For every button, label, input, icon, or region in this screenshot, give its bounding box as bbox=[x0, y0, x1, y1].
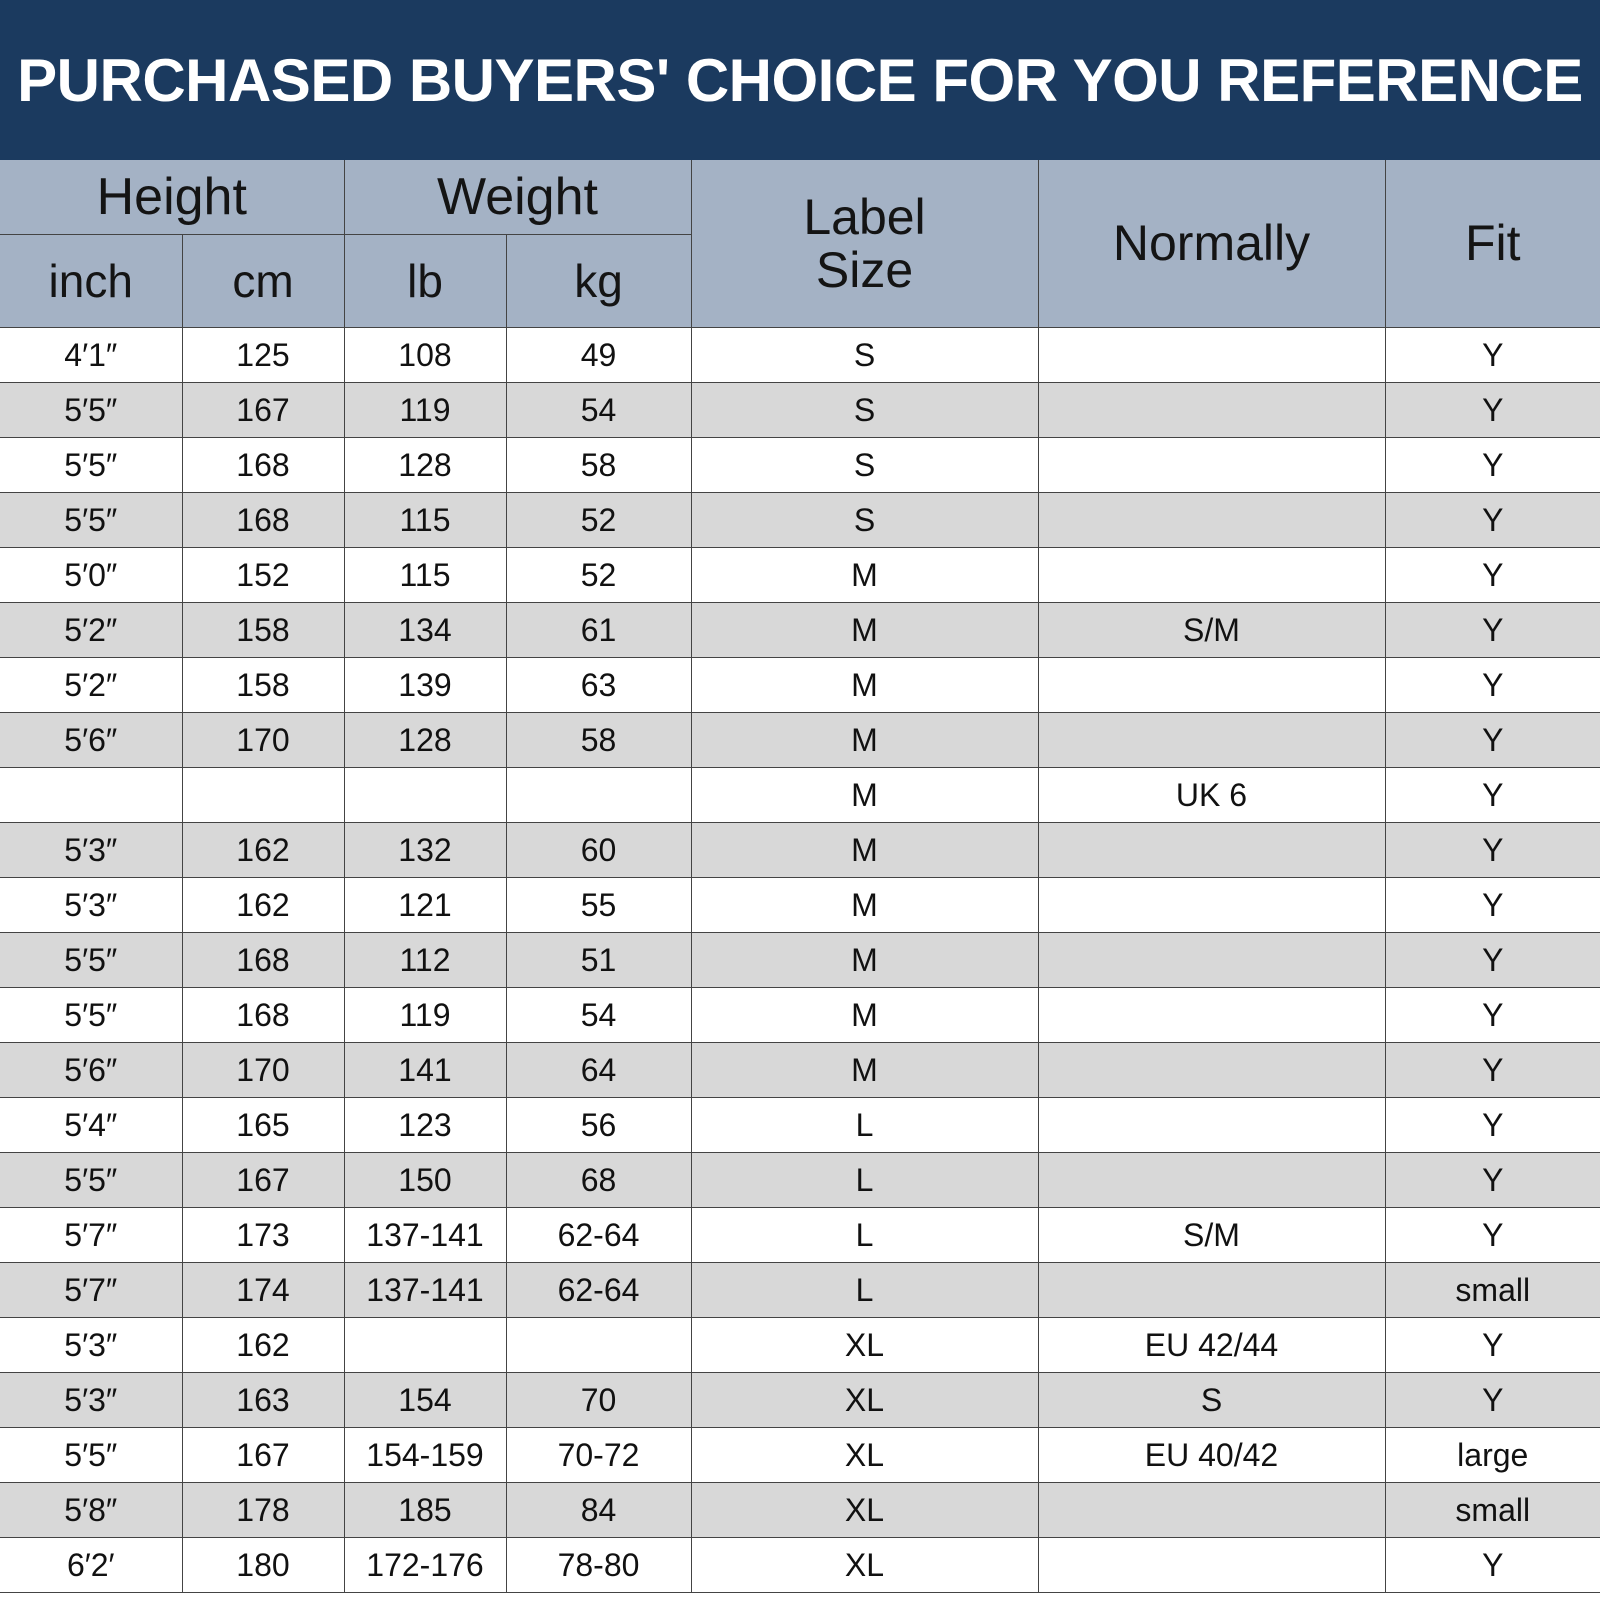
cell-lb: 128 bbox=[344, 438, 506, 493]
cell-label: M bbox=[691, 603, 1038, 658]
table-row bbox=[0, 823, 1600, 878]
cell-fit: Y bbox=[1385, 988, 1600, 1043]
cell-cm: 165 bbox=[182, 1098, 344, 1153]
table-row bbox=[0, 1318, 1600, 1373]
cell-label: M bbox=[691, 658, 1038, 713]
cell-lb: 154-159 bbox=[344, 1428, 506, 1483]
cell-cm: 174 bbox=[182, 1263, 344, 1318]
cell-fit: Y bbox=[1385, 438, 1600, 493]
cell-inch: 6′2′ bbox=[0, 1538, 182, 1593]
cell-normally bbox=[1038, 658, 1385, 713]
cell-cm: 158 bbox=[182, 658, 344, 713]
table-row bbox=[0, 988, 1600, 1043]
cell-normally: EU 40/42 bbox=[1038, 1428, 1385, 1483]
cell-kg: 78-80 bbox=[506, 1538, 691, 1593]
cell-cm: 163 bbox=[182, 1373, 344, 1428]
table-row bbox=[0, 1043, 1600, 1098]
table-row bbox=[0, 1428, 1600, 1483]
cell-label: XL bbox=[691, 1318, 1038, 1373]
cell-label: M bbox=[691, 823, 1038, 878]
size-reference-table bbox=[0, 160, 1600, 1593]
cell-fit: Y bbox=[1385, 713, 1600, 768]
cell-inch: 5′4″ bbox=[0, 1098, 182, 1153]
table-row bbox=[0, 548, 1600, 603]
cell-label: M bbox=[691, 988, 1038, 1043]
cell-inch: 5′5″ bbox=[0, 1153, 182, 1208]
cell-cm: 178 bbox=[182, 1483, 344, 1538]
cell-label: S bbox=[691, 438, 1038, 493]
cell-normally bbox=[1038, 383, 1385, 438]
header-fit: Fit bbox=[1385, 160, 1600, 328]
cell-inch: 5′3″ bbox=[0, 823, 182, 878]
cell-normally: S bbox=[1038, 1373, 1385, 1428]
table-row bbox=[0, 658, 1600, 713]
cell-cm: 168 bbox=[182, 933, 344, 988]
table-row bbox=[0, 493, 1600, 548]
cell-label: M bbox=[691, 548, 1038, 603]
cell-normally bbox=[1038, 713, 1385, 768]
cell-kg: 62-64 bbox=[506, 1208, 691, 1263]
cell-fit: Y bbox=[1385, 1373, 1600, 1428]
table-row bbox=[0, 1208, 1600, 1263]
cell-cm: 170 bbox=[182, 1043, 344, 1098]
cell-kg: 56 bbox=[506, 1098, 691, 1153]
cell-fit: Y bbox=[1385, 658, 1600, 713]
cell-label: XL bbox=[691, 1428, 1038, 1483]
cell-inch: 5′6″ bbox=[0, 713, 182, 768]
cell-label: L bbox=[691, 1208, 1038, 1263]
cell-lb: 137-141 bbox=[344, 1263, 506, 1318]
cell-kg: 64 bbox=[506, 1043, 691, 1098]
header-label-size: Label Size bbox=[691, 160, 1038, 328]
cell-label: M bbox=[691, 878, 1038, 933]
cell-normally bbox=[1038, 1098, 1385, 1153]
table-row bbox=[0, 438, 1600, 493]
cell-cm: 168 bbox=[182, 988, 344, 1043]
cell-label: L bbox=[691, 1098, 1038, 1153]
cell-kg: 52 bbox=[506, 548, 691, 603]
cell-lb: 132 bbox=[344, 823, 506, 878]
header-height: Height bbox=[0, 160, 344, 235]
cell-kg: 84 bbox=[506, 1483, 691, 1538]
table-row bbox=[0, 1373, 1600, 1428]
cell-lb: 128 bbox=[344, 713, 506, 768]
cell-label: L bbox=[691, 1153, 1038, 1208]
header-weight: Weight bbox=[344, 160, 691, 235]
cell-kg: 68 bbox=[506, 1153, 691, 1208]
cell-cm: 125 bbox=[182, 328, 344, 383]
cell-label: S bbox=[691, 383, 1038, 438]
cell-cm: 170 bbox=[182, 713, 344, 768]
header-normally: Normally bbox=[1038, 160, 1385, 328]
cell-normally bbox=[1038, 1263, 1385, 1318]
table-row bbox=[0, 933, 1600, 988]
table-row bbox=[0, 878, 1600, 933]
cell-fit: large bbox=[1385, 1428, 1600, 1483]
cell-kg: 60 bbox=[506, 823, 691, 878]
cell-lb: 185 bbox=[344, 1483, 506, 1538]
cell-kg: 51 bbox=[506, 933, 691, 988]
cell-lb: 150 bbox=[344, 1153, 506, 1208]
cell-cm: 152 bbox=[182, 548, 344, 603]
title-banner bbox=[0, 0, 1600, 160]
header-lb: lb bbox=[344, 235, 506, 328]
cell-cm: 162 bbox=[182, 878, 344, 933]
cell-fit: Y bbox=[1385, 1153, 1600, 1208]
cell-inch: 5′3″ bbox=[0, 878, 182, 933]
cell-lb: 141 bbox=[344, 1043, 506, 1098]
cell-lb bbox=[344, 768, 506, 823]
cell-fit: Y bbox=[1385, 328, 1600, 383]
cell-inch: 5′5″ bbox=[0, 383, 182, 438]
cell-lb: 123 bbox=[344, 1098, 506, 1153]
header-cm: cm bbox=[182, 235, 344, 328]
cell-lb: 172-176 bbox=[344, 1538, 506, 1593]
cell-kg: 70-72 bbox=[506, 1428, 691, 1483]
cell-cm: 167 bbox=[182, 1428, 344, 1483]
cell-kg: 58 bbox=[506, 438, 691, 493]
table-row bbox=[0, 1483, 1600, 1538]
cell-normally bbox=[1038, 493, 1385, 548]
cell-inch: 5′5″ bbox=[0, 933, 182, 988]
cell-cm: 167 bbox=[182, 1153, 344, 1208]
cell-inch: 4′1″ bbox=[0, 328, 182, 383]
cell-inch: 5′3″ bbox=[0, 1318, 182, 1373]
table-row bbox=[0, 768, 1600, 823]
cell-cm bbox=[182, 768, 344, 823]
cell-inch: 5′5″ bbox=[0, 438, 182, 493]
cell-lb: 139 bbox=[344, 658, 506, 713]
cell-cm: 162 bbox=[182, 823, 344, 878]
cell-inch: 5′5″ bbox=[0, 988, 182, 1043]
cell-fit: Y bbox=[1385, 1043, 1600, 1098]
cell-label: XL bbox=[691, 1538, 1038, 1593]
cell-kg: 49 bbox=[506, 328, 691, 383]
cell-normally bbox=[1038, 988, 1385, 1043]
cell-cm: 162 bbox=[182, 1318, 344, 1373]
cell-lb: 115 bbox=[344, 493, 506, 548]
table-row bbox=[0, 383, 1600, 438]
cell-kg bbox=[506, 768, 691, 823]
cell-lb: 108 bbox=[344, 328, 506, 383]
table-row bbox=[0, 1538, 1600, 1593]
cell-lb bbox=[344, 1318, 506, 1373]
cell-label: L bbox=[691, 1263, 1038, 1318]
cell-inch: 5′7″ bbox=[0, 1208, 182, 1263]
cell-fit: Y bbox=[1385, 383, 1600, 438]
cell-inch bbox=[0, 768, 182, 823]
cell-fit: Y bbox=[1385, 493, 1600, 548]
cell-kg: 54 bbox=[506, 988, 691, 1043]
cell-fit: Y bbox=[1385, 1208, 1600, 1263]
cell-cm: 180 bbox=[182, 1538, 344, 1593]
cell-cm: 167 bbox=[182, 383, 344, 438]
cell-label: S bbox=[691, 493, 1038, 548]
cell-normally bbox=[1038, 438, 1385, 493]
cell-fit: Y bbox=[1385, 768, 1600, 823]
table-row bbox=[0, 603, 1600, 658]
cell-normally bbox=[1038, 1538, 1385, 1593]
cell-kg: 62-64 bbox=[506, 1263, 691, 1318]
table-row bbox=[0, 1098, 1600, 1153]
cell-normally bbox=[1038, 328, 1385, 383]
cell-lb: 137-141 bbox=[344, 1208, 506, 1263]
table-row bbox=[0, 328, 1600, 383]
cell-inch: 5′6″ bbox=[0, 1043, 182, 1098]
header-kg: kg bbox=[506, 235, 691, 328]
cell-normally bbox=[1038, 878, 1385, 933]
cell-lb: 154 bbox=[344, 1373, 506, 1428]
header-inch: inch bbox=[0, 235, 182, 328]
cell-label: M bbox=[691, 713, 1038, 768]
cell-fit: small bbox=[1385, 1263, 1600, 1318]
cell-label: M bbox=[691, 933, 1038, 988]
cell-kg: 58 bbox=[506, 713, 691, 768]
cell-kg bbox=[506, 1318, 691, 1373]
cell-label: M bbox=[691, 768, 1038, 823]
cell-fit: Y bbox=[1385, 1318, 1600, 1373]
cell-label: M bbox=[691, 1043, 1038, 1098]
cell-normally bbox=[1038, 548, 1385, 603]
cell-fit: Y bbox=[1385, 548, 1600, 603]
cell-lb: 119 bbox=[344, 383, 506, 438]
cell-kg: 63 bbox=[506, 658, 691, 713]
cell-normally: UK 6 bbox=[1038, 768, 1385, 823]
cell-cm: 168 bbox=[182, 493, 344, 548]
cell-lb: 112 bbox=[344, 933, 506, 988]
cell-label: XL bbox=[691, 1373, 1038, 1428]
cell-lb: 115 bbox=[344, 548, 506, 603]
cell-normally bbox=[1038, 1153, 1385, 1208]
cell-inch: 5′8″ bbox=[0, 1483, 182, 1538]
cell-inch: 5′2″ bbox=[0, 603, 182, 658]
cell-fit: Y bbox=[1385, 603, 1600, 658]
cell-cm: 173 bbox=[182, 1208, 344, 1263]
cell-kg: 61 bbox=[506, 603, 691, 658]
cell-inch: 5′3″ bbox=[0, 1373, 182, 1428]
cell-normally bbox=[1038, 823, 1385, 878]
cell-fit: Y bbox=[1385, 1098, 1600, 1153]
cell-normally: S/M bbox=[1038, 603, 1385, 658]
cell-lb: 121 bbox=[344, 878, 506, 933]
table-row bbox=[0, 1263, 1600, 1318]
page-title: PURCHASED BUYERS' CHOICE FOR YOU REFERENCE bbox=[17, 46, 1583, 114]
cell-lb: 134 bbox=[344, 603, 506, 658]
cell-kg: 70 bbox=[506, 1373, 691, 1428]
cell-inch: 5′7″ bbox=[0, 1263, 182, 1318]
cell-normally bbox=[1038, 1483, 1385, 1538]
cell-fit: Y bbox=[1385, 933, 1600, 988]
cell-label: XL bbox=[691, 1483, 1038, 1538]
cell-fit: small bbox=[1385, 1483, 1600, 1538]
cell-lb: 119 bbox=[344, 988, 506, 1043]
cell-inch: 5′5″ bbox=[0, 1428, 182, 1483]
cell-kg: 55 bbox=[506, 878, 691, 933]
cell-normally bbox=[1038, 1043, 1385, 1098]
cell-normally bbox=[1038, 933, 1385, 988]
table-row bbox=[0, 713, 1600, 768]
cell-inch: 5′2″ bbox=[0, 658, 182, 713]
cell-kg: 54 bbox=[506, 383, 691, 438]
cell-fit: Y bbox=[1385, 878, 1600, 933]
cell-inch: 5′0″ bbox=[0, 548, 182, 603]
cell-kg: 52 bbox=[506, 493, 691, 548]
cell-normally: S/M bbox=[1038, 1208, 1385, 1263]
cell-fit: Y bbox=[1385, 1538, 1600, 1593]
cell-label: S bbox=[691, 328, 1038, 383]
table-row bbox=[0, 1153, 1600, 1208]
cell-normally: EU 42/44 bbox=[1038, 1318, 1385, 1373]
cell-cm: 158 bbox=[182, 603, 344, 658]
table-body bbox=[0, 328, 1600, 1593]
cell-inch: 5′5″ bbox=[0, 493, 182, 548]
cell-cm: 168 bbox=[182, 438, 344, 493]
cell-fit: Y bbox=[1385, 823, 1600, 878]
